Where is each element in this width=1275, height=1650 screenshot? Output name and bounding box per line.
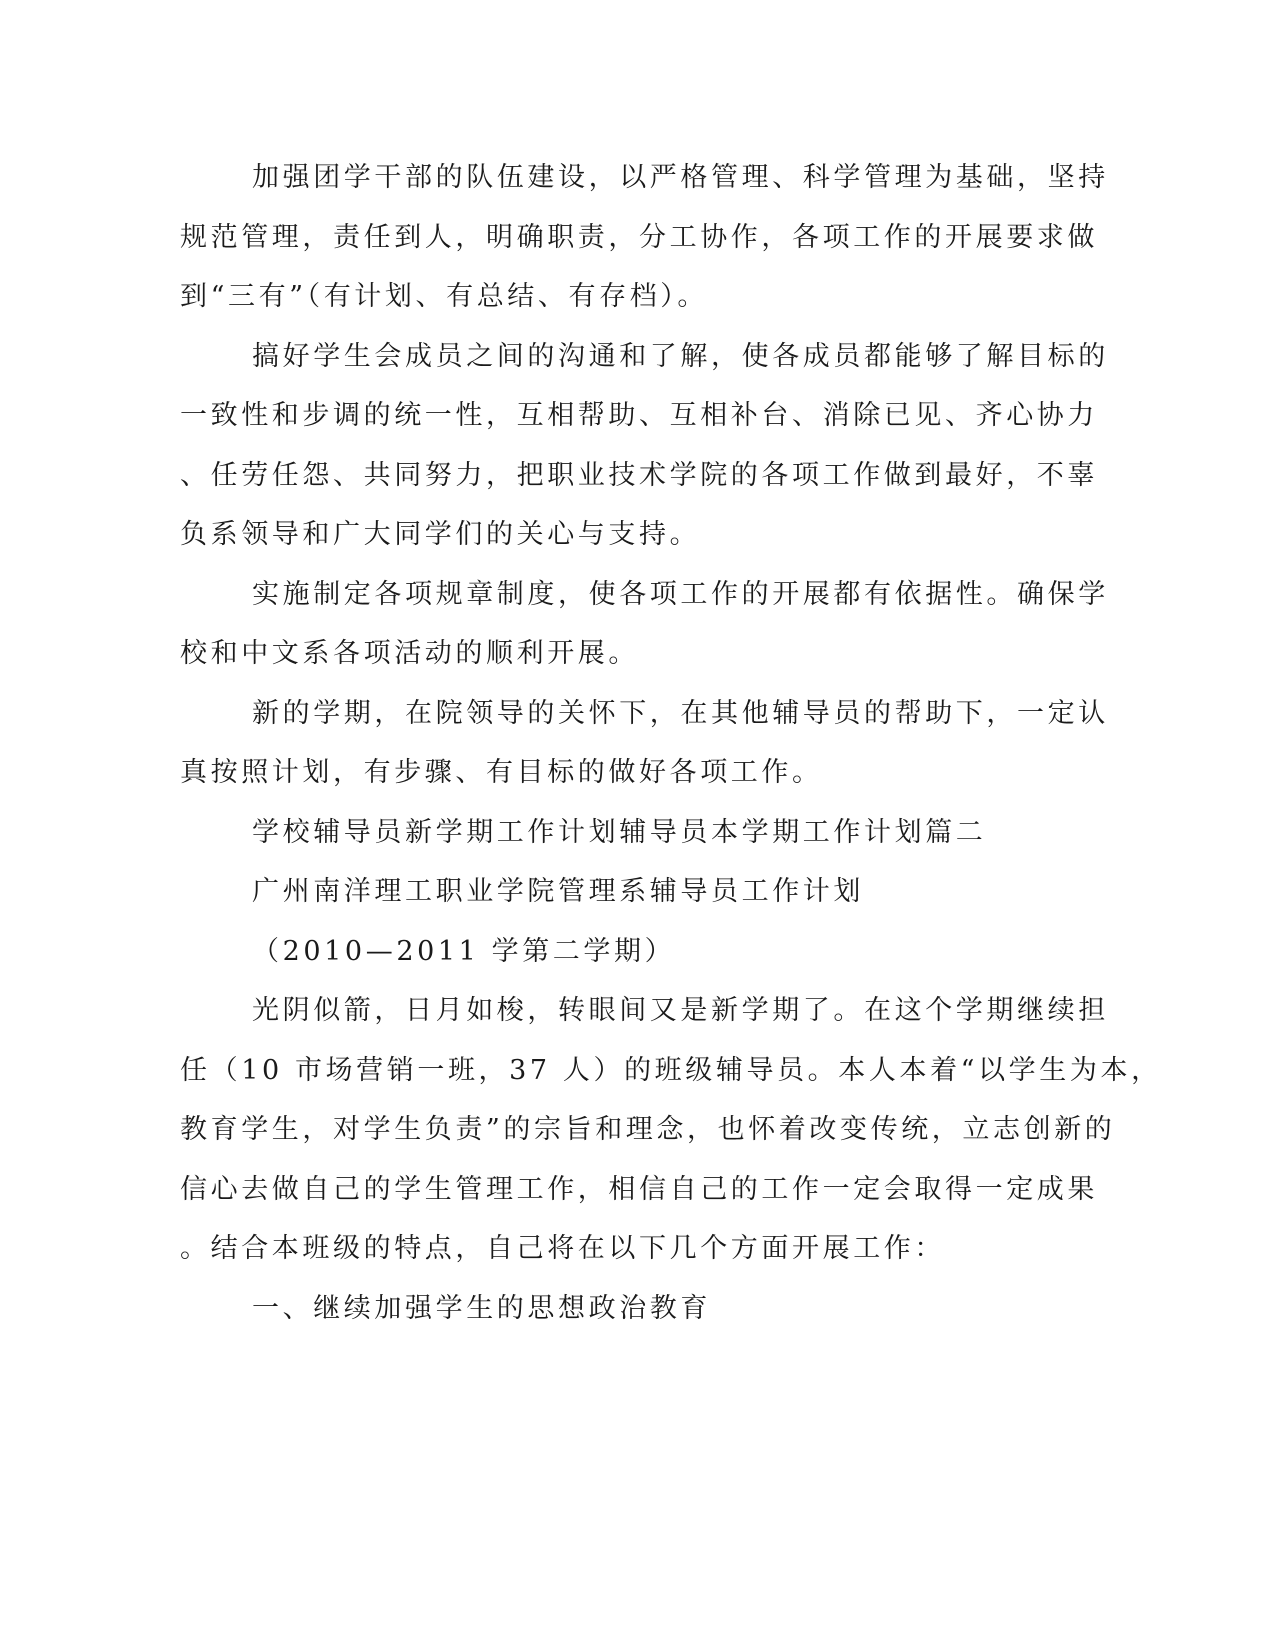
paragraph-new-semester: [180, 684, 1109, 803]
paragraph-line: 信心去做自己的学生管理工作，相信自己的工作一定会取得一定成果: [180, 1173, 1098, 1205]
paragraph-line: 规范管理，责任到人，明确职责，分工协作，各项工作的开展要求做: [180, 221, 1098, 253]
paragraph-line: 真按照计划，有步骤、有目标的做好各项工作。: [180, 757, 823, 788]
paragraph-regulations: [180, 565, 1109, 684]
paragraph-line: 加强团学干部的队伍建设，以严格管理、科学管理为基础，坚持: [252, 162, 1109, 193]
paragraph-line: 教育学生，对学生负责”的宗旨和理念，也怀着改变传统，立志创新的: [180, 1114, 1116, 1145]
paragraph-team-building: [180, 148, 1109, 327]
paragraph-line: 负系领导和广大同学们的关心与支持。: [180, 519, 701, 550]
paragraph-communication: [180, 327, 1109, 565]
paragraph-line: 光阴似箭，日月如梭，转眼间又是新学期了。在这个学期继续担: [252, 995, 1109, 1026]
paragraph-line: 新的学期，在院领导的关怀下，在其他辅导员的帮助下，一定认: [252, 697, 1109, 729]
paragraph-intro: [180, 981, 1162, 1279]
section-title: 学校辅导员新学期工作计划辅导员本学期工作计划篇二: [252, 816, 987, 848]
paragraph-line: 校和中文系各项活动的顺利开展。: [180, 638, 639, 669]
paragraph-line: 实施制定各项规章制度，使各项工作的开展都有依据性。确保学: [252, 578, 1109, 610]
paragraph-line: 、任劳任怨、共同努力，把职业技术学院的各项工作做到最好，不辜: [180, 459, 1098, 491]
paragraph-line: 任（10 市场营销一班，37 人）的班级辅导员。本人本着“以学生为本，: [180, 1054, 1162, 1086]
paragraph-line: 。结合本班级的特点，自己将在以下几个方面开展工作：: [180, 1233, 945, 1264]
paragraph-line: 到“三有”（有计划、有总结、有存档）。: [180, 281, 709, 312]
paragraph-line: 搞好学生会成员之间的沟通和了解，使各成员都能够了解目标的: [252, 340, 1109, 372]
point-one-heading: 一、继续加强学生的思想政治教育: [252, 1292, 711, 1324]
paragraph-line: 一致性和步调的统一性，互相帮助、互相补台、消除已见、齐心协力: [180, 400, 1098, 431]
plan-subtitle: 广州南洋理工职业学院管理系辅导员工作计划: [252, 876, 864, 907]
document-body: [180, 148, 1162, 1338]
term-label: （2010—2011 学第二学期）: [252, 935, 676, 967]
